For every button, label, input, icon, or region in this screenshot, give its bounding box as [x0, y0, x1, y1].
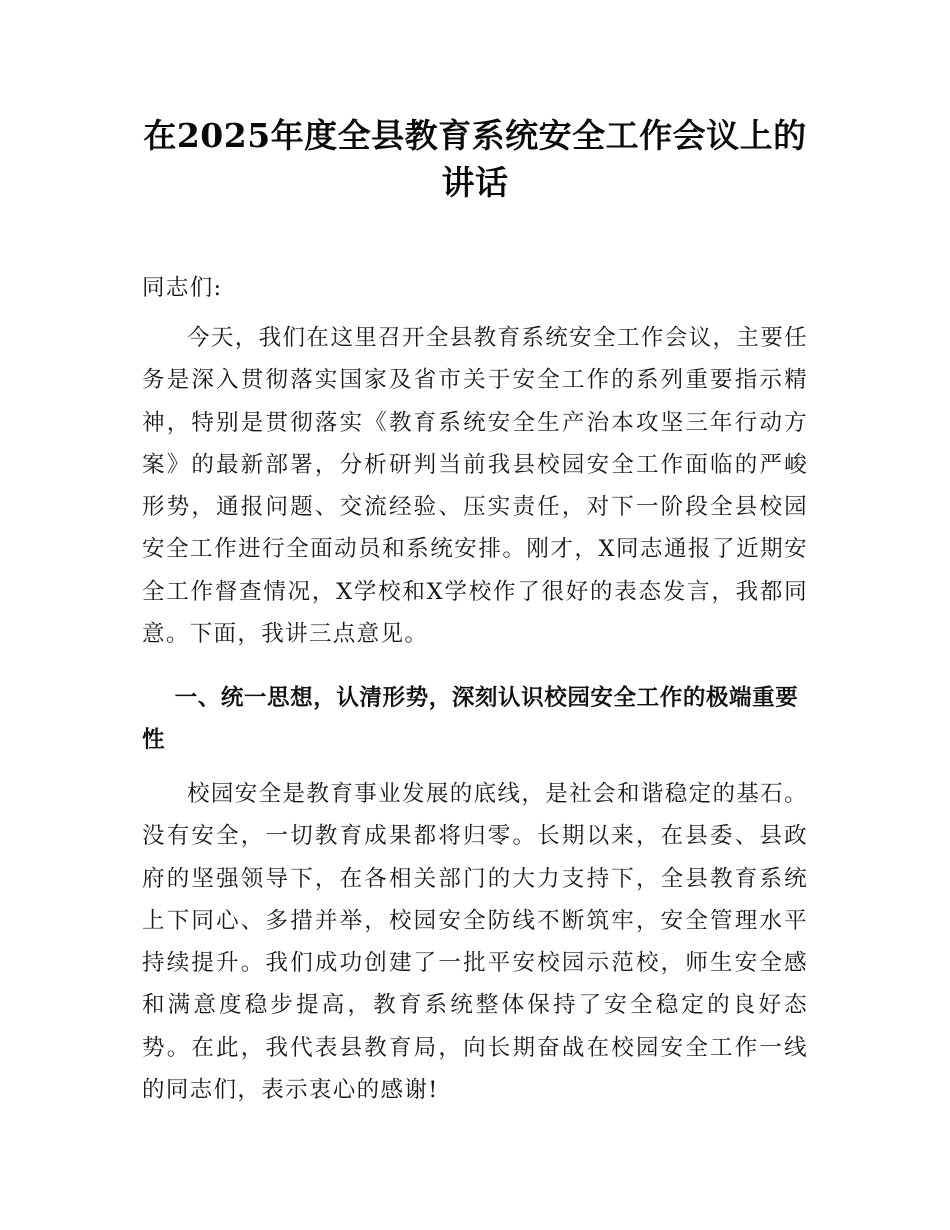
paragraph-intro: 今天，我们在这里召开全县教育系统安全工作会议，主要任务是深入贯彻落实国家及省市关于安全工作的系列重要指示精神，特别是贯彻落实《教育系统安全生产治本攻坚三年行动方案》的最新部署，分析研判当前我县校园安全工作面临的严峻形势，通报问题、交流经验、压实责任，对下一阶段全县校园安全工作进行全面动员和系统安排。刚才，X同志通报了近期安全工作督查情况，X学校和X学校作了很好的表态发言，我都同意。下面，我讲三点意见。: [142, 325, 808, 648]
paragraph-section-1: 校园安全是教育事业发展的底线，是社会和谐稳定的基石。没有安全，一切教育成果都将归零。长期以来，在县委、县政府的坚强领导下，在各相关部门的大力支持下，全县教育系统上下同心、多措并举，校园安全防线不断筑牢，安全管理水平持续提升。我们成功创建了一批平安校园示范校，师生安全感和满意度稳步提高，教育系统整体保持了安全稳定的良好态势。在此，我代表县教育局，向长期奋战在校园安全工作一线的同志们，表示衷心的感谢!: [142, 781, 808, 1104]
section-heading-1: 一、统一思想，认清形势，深刻认识校园安全工作的极端重要性: [142, 685, 799, 754]
document-title: 在2025年度全县教育系统安全工作会议上的讲话: [143, 116, 807, 202]
salutation: 同志们:: [142, 275, 223, 301]
